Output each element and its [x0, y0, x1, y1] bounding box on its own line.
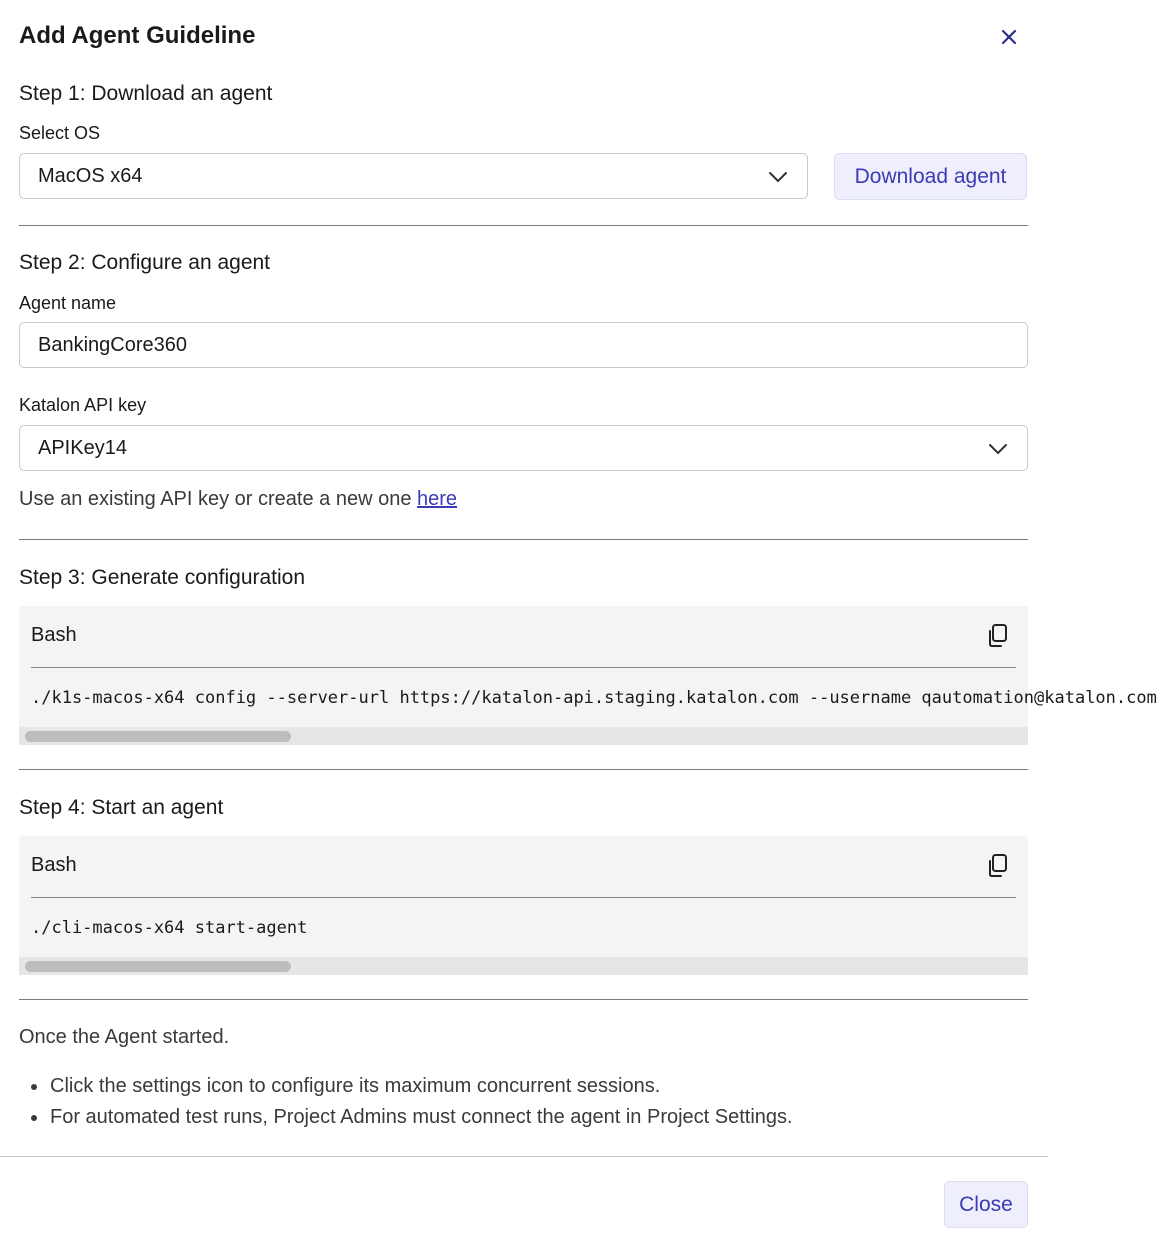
download-agent-button[interactable]: Download agent — [834, 153, 1027, 200]
chevron-down-icon — [987, 439, 1009, 459]
code-language-label: Bash — [31, 624, 77, 646]
start-agent-command: ./cli-macos-x64 start-agent — [31, 918, 308, 938]
code-header-divider — [31, 897, 1016, 898]
api-key-label: Katalon API key — [19, 395, 147, 415]
agent-name-value: BankingCore360 — [38, 333, 187, 356]
agent-name-label: Agent name — [19, 293, 117, 313]
close-icon[interactable] — [994, 22, 1024, 52]
section-divider — [19, 539, 1028, 540]
os-select-value: MacOS x64 — [38, 164, 143, 187]
horizontal-scrollbar[interactable] — [19, 957, 1028, 975]
dialog-title: Add Agent Guideline — [19, 22, 256, 49]
scrollbar-thumb[interactable] — [25, 731, 291, 742]
outro-bullet-list — [29, 1073, 793, 1135]
outro-text: Once the Agent started. — [19, 1026, 230, 1048]
footer-divider — [0, 1156, 1048, 1157]
api-key-value: APIKey14 — [38, 436, 127, 459]
step1-heading: Step 1: Download an agent — [19, 82, 273, 105]
os-select[interactable] — [19, 153, 808, 199]
close-button[interactable]: Close — [944, 1181, 1028, 1228]
agent-name-input[interactable] — [19, 322, 1028, 368]
api-key-select[interactable] — [19, 425, 1028, 471]
chevron-down-icon — [767, 167, 789, 187]
copy-icon[interactable] — [986, 853, 1010, 879]
list-item: Click the settings icon to configure its maximum concurrent sessions. — [29, 1073, 793, 1104]
scrollbar-thumb[interactable] — [25, 961, 291, 972]
create-api-key-link[interactable]: here — [417, 488, 458, 510]
config-code-block — [19, 606, 1157, 745]
copy-icon[interactable] — [986, 623, 1010, 649]
config-command: ./k1s-macos-x64 config --server-url https://katalon-api.staging.katalon.com --username qautomation@katalon.com — [31, 688, 1157, 708]
select-os-label: Select OS — [19, 123, 101, 143]
api-key-helper — [19, 488, 457, 511]
start-agent-code-block — [19, 836, 1028, 975]
section-divider — [19, 999, 1028, 1000]
list-item: For automated test runs, Project Admins must connect the agent in Project Settings. — [29, 1104, 793, 1135]
code-header-divider — [31, 667, 1016, 668]
api-key-helper-text: Use an existing API key or create a new one — [19, 488, 412, 510]
step3-heading: Step 3: Generate configuration — [19, 566, 306, 589]
step4-heading: Step 4: Start an agent — [19, 796, 224, 819]
section-divider — [19, 225, 1028, 226]
code-language-label: Bash — [31, 854, 77, 876]
horizontal-scrollbar[interactable] — [19, 727, 1028, 745]
section-divider — [19, 769, 1028, 770]
step2-heading: Step 2: Configure an agent — [19, 251, 271, 274]
